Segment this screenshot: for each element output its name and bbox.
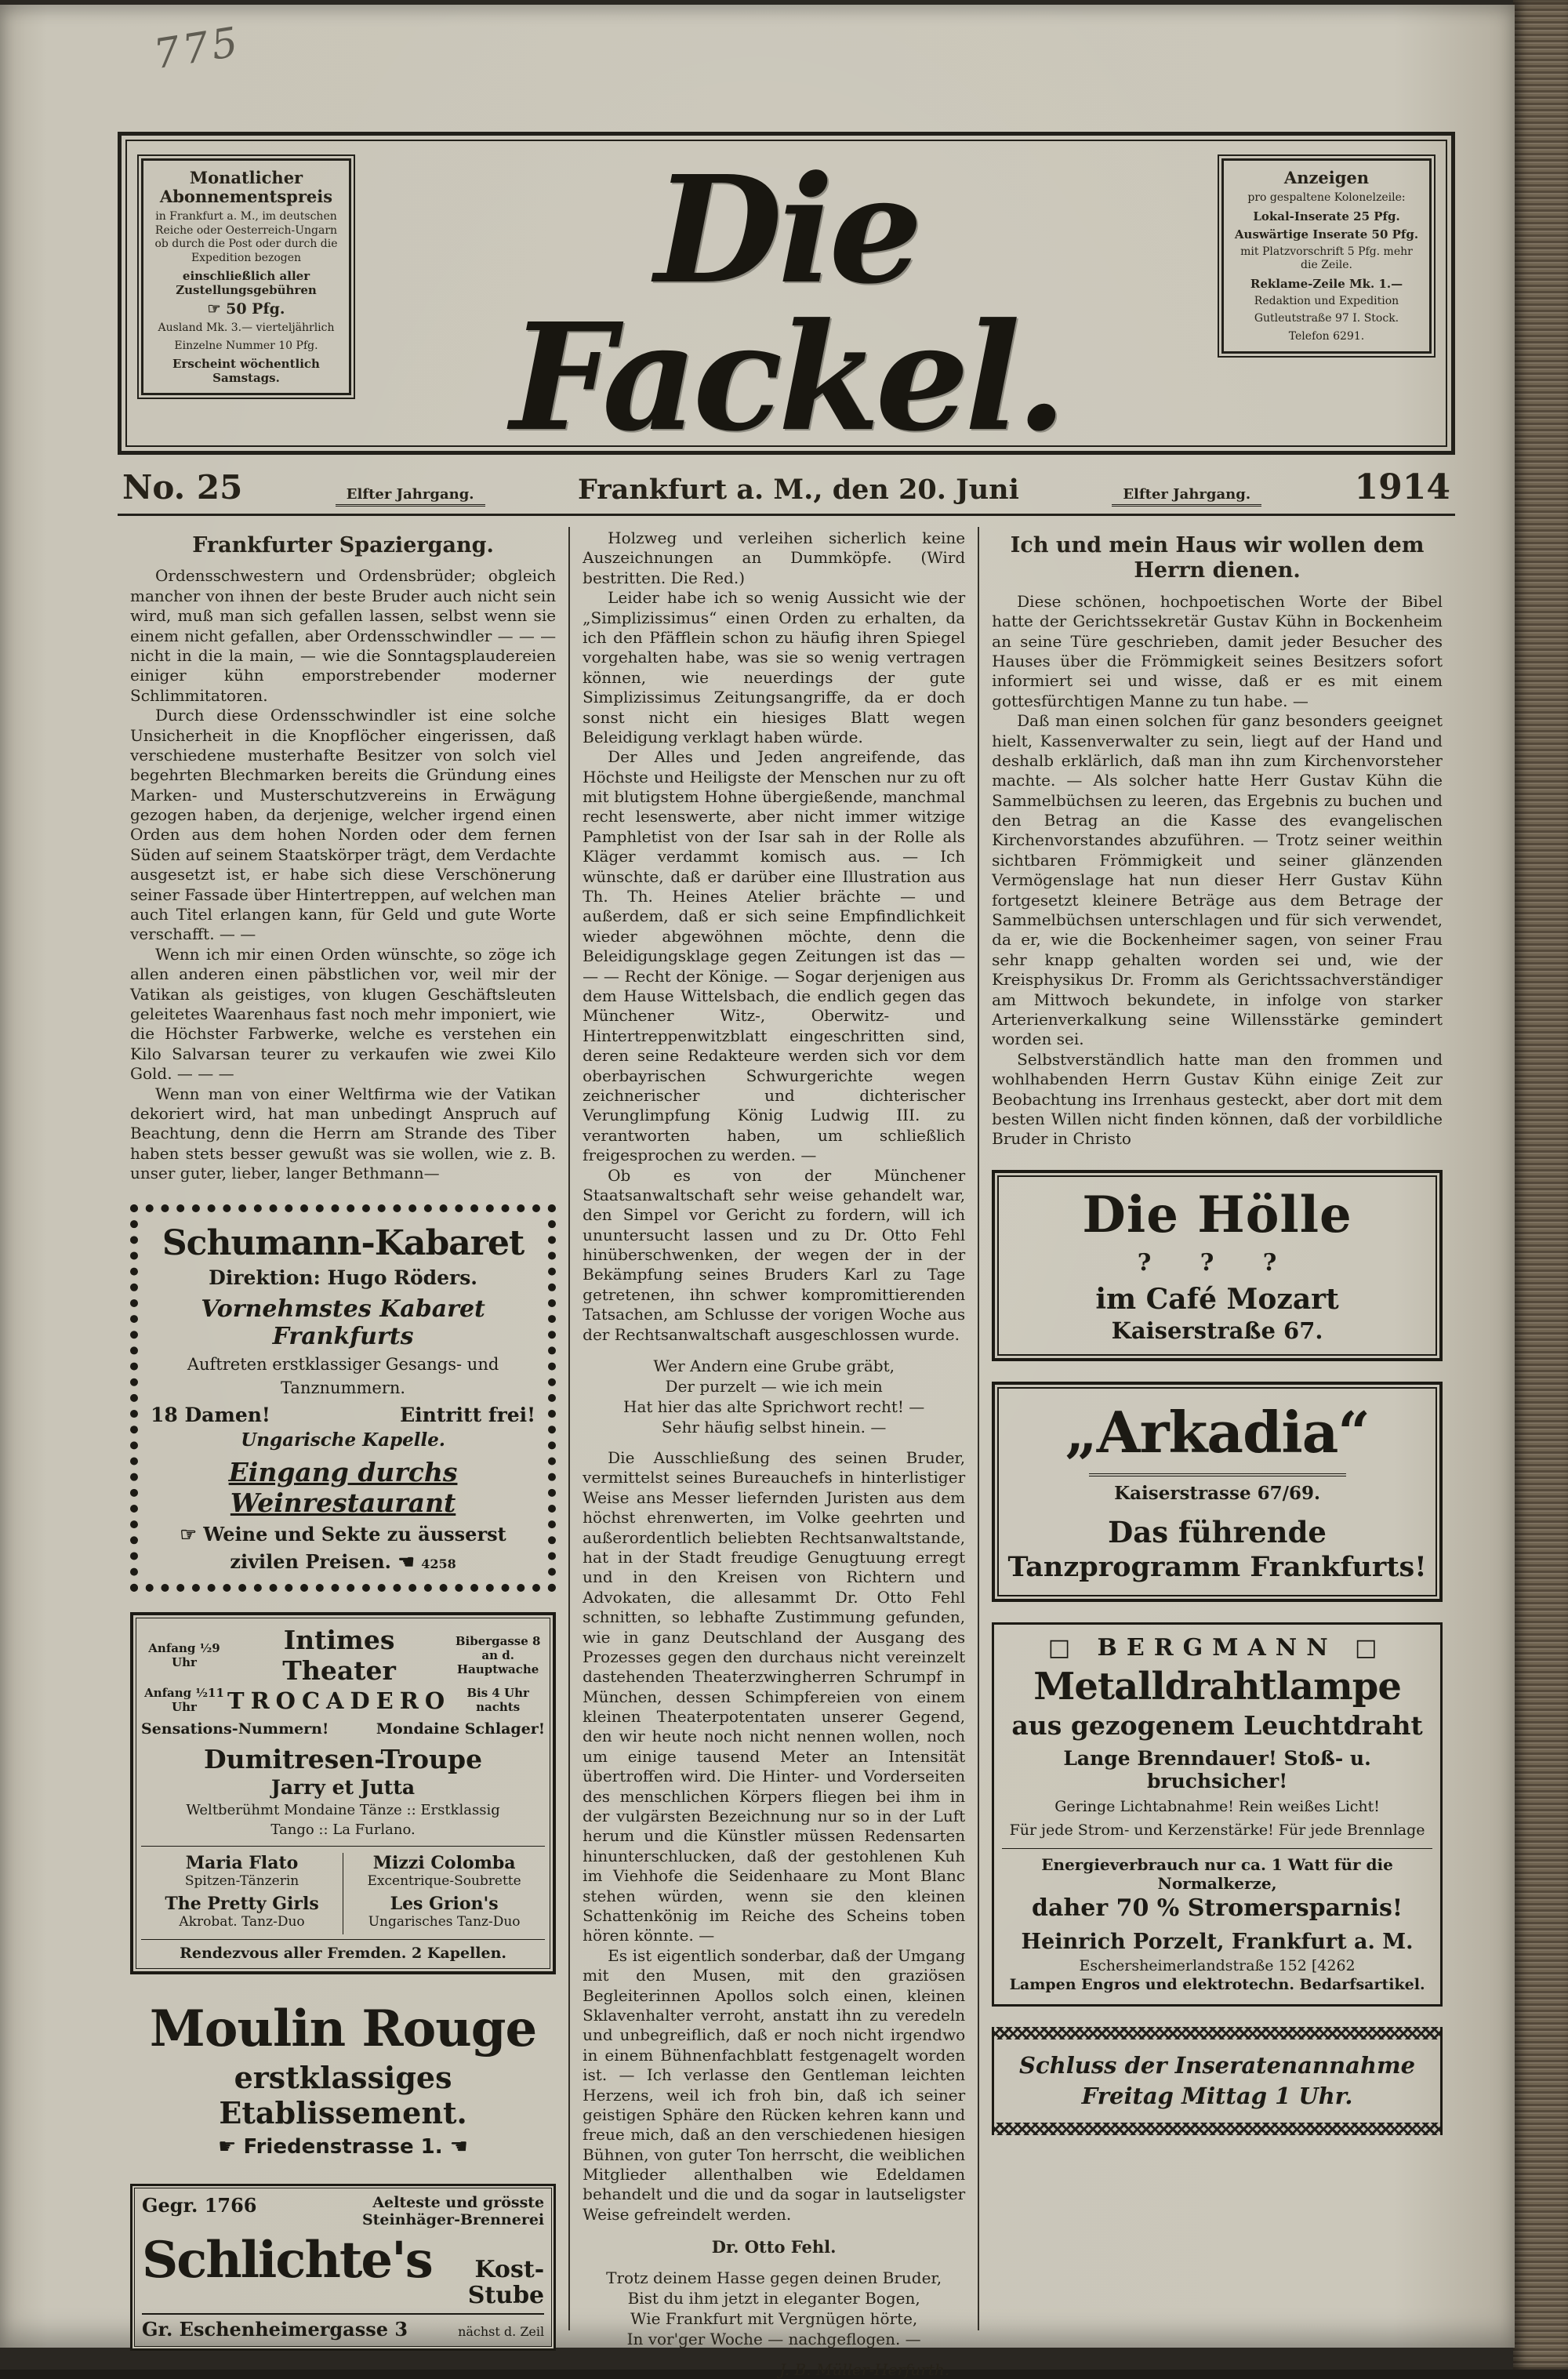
article-paragraph: Daß man einen solchen für ganz besonders geeignet hielt, Kassenverwalter zu sein, liegt auf der Hand und deshalb erklärlich, daß man ihn zum Kirchenvorsteher machte. — Als solcher hatte Herr Gustav Kühn die Sammelbüchsen zu leeren, das Ergebnis zu buchen und den Betrag an die Kasse des evangelischen Kirchenvorstandes abzuführen. — Trotz seiner weithin sichtbaren Frömmigkeit und seiner glänzenden Vermögenslage hat nun dieser Herr Gustav Kühn fortgesetzt kleinere Beträge aus dem Betrage der Sammelbüchsen unterschlagen und für sich verwendet, da er, wie die Bockenheimer sagen, von seiner Frau sehr knapp gehalten worden sei und, wie der Kreisphysikus Dr. Fromm als Gerichtssachverständiger am Mittwoch bekundete, in infolge von starker Arterienverkalkung seine Willensstärke gemindert worden sei. [992,711,1443,1049]
ad-schlichte-note: nächst d. Zeil [458,2324,545,2340]
ad-schluss-line2: Freitag Mittag 1 Uhr. [1081,2083,1353,2110]
ad-trocadero-name1: Intimes Theater [282,1624,396,1686]
zigzag-border-top [994,2027,1440,2039]
poem-line: In vor'ger Woche — nachgeflogen. — [626,2330,921,2349]
ad-schluss-body [994,2039,1440,2123]
ad-schumann-row [146,1404,540,1426]
poem-line: Wer Andern eine Grube gräbt, [653,1357,895,1376]
subscription-line-2: Einzelne Nummer 10 Pfg. [174,339,318,352]
ads-line-3: mit Platzvorschrift 5 Pfg. mehr die Zeile. [1240,245,1413,272]
newspaper-title: Die Fackel. [510,143,1063,464]
ad-schumann-number: 4258 [421,1556,456,1571]
ad-schumann-line1: Auftreten erstklassiger Gesangs- und [187,1354,499,1374]
ad-schumann-line2: Tanznummern. [281,1378,406,1397]
book-page-edges [1513,0,1568,2370]
ad-trocadero-line2: Tango :: La Furlano. [270,1821,416,1838]
closing-poem [583,2268,965,2349]
ad-moulin-rouge [130,1995,556,2163]
publication-year: 1914 [1354,467,1450,507]
ad-schlichte-kost1: Kost- [474,2256,545,2284]
ad-bergmann-lampe [992,1622,1443,2007]
ad-trocadero-bottom: Rendezvous aller Fremden. 2 Kapellen. [141,1939,545,1962]
article-paragraph: Selbstverständlich hatte man den frommen und wohlhabenden Herrn Gustav Kühn einige Zeit zur Beobachtung ins Irrenhaus gesteckt, aber dort mit dem besten Willen nicht finden können, daß der vorbildliche Bruder in Christo [992,1049,1443,1149]
artist-name: Les Grion's [390,1893,499,1914]
article-2-closing [583,2237,965,2379]
ad-schumann-weine-1: ☞ Weine und Sekte zu äusserst [180,1522,506,1545]
ad-schumann-kapelle: Ungarische Kapelle. [241,1429,445,1451]
publication-date: Frankfurt a. M., den 20. Juni [578,474,1019,506]
ads-line-6: Gutleutstraße 97 I. Stock. [1254,312,1399,325]
article-paragraph: Ob es von der Münchener Staatsanwaltschaft sehr weise gehandelt war, den Simpel vor Gericht zu fordern, will ich ununtersucht lassen und zu Dr. Otto Fehl hinüberschwenken, der wegen der in der Bekämpfung seines Bruders Karl zu Tage getretenen, ihn schwer kompromittierenden Tatsachen, am Schlusse der vorigen Woche aus der Rechtsanwaltschaft ausgeschlossen wurde. [583,1165,966,1344]
ad-hoelle-questionmarks: ? ? ? [1137,1248,1298,1277]
ad-schlichte-bottom [142,2313,544,2341]
poem-line: Trotz deinem Hasse gegen deinen Bruder, [606,2268,942,2288]
ad-schumann-kabaret [130,1204,556,1592]
article-paragraph: Die Ausschließung des seinen Bruder, vermittelst seines Bureauchefs in hinterlistiger Weise ans Messer liefernden Juristen aus dem höchst ehrenwerten, im Volke geehrten und außerordentlich beliebten Rechtsanwaltstande, hat in der Stadt freudige Genugtuung erregt und in den Kreisen von Richtern und Advokaten, die allesammt Dr. Otto Fehl schnitten, so lebhafte Zustimmung gefunden, wie in ganz Deutschland der Ausgang des Prozesses gegen den durchaus nicht vereinzelt dastehenden Theaterzwingherren Schrumpf in München, dessen Schimpfereien von einem kleinen Theaterpotentaten unserer Gegend, den wir heute noch nicht nennen wollen, noch um einige tausend Meter an Intensität übertroffen wird. Die Hinter- und Vorderseiten des menschlichen Körpers fliegen bei ihm in der vulgärsten Bezeichnung nur so in der Luft herum und die Künstler müssen Redensarten hinunterschlucken, daß der gestohlenen Kuh im Viehhofe die Seidenhaare zu Mont Blanc stehen würden, wenn sie den kleinen Schattenkönig im Reiche des Scheins toben hören könnte. — [583,1448,966,1945]
ad-schlichte-main [142,2231,544,2308]
ad-bergmann-brand: □ BERGMANN □ [1047,1633,1387,1662]
ads-line-2: Auswärtige Inserate 50 Pfg. [1234,227,1419,242]
ads-line-5: Redaktion und Expedition [1254,294,1399,307]
article-2-body-b [583,1448,965,2225]
ad-schlichte-street: Gr. Eschenheimergasse 3 [142,2318,408,2341]
poem-line: Bist du ihm jetzt in eleganter Bogen, [627,2289,920,2308]
ad-schlichte-right [362,2194,544,2230]
subscription-bold-line: einschließlich aller Zustellungsgebühren [176,269,317,298]
poem-line: Sehr häufig selbst hinein. — [661,1418,887,1437]
ad-hoelle-title: Die Hölle [1082,1185,1352,1244]
ad-hoelle-line: im Café Mozart [1095,1282,1339,1316]
artist-name: The Pretty Girls [165,1893,319,1914]
ad-schumann-weine-2-text: zivilen Preisen. ☚ [230,1549,415,1573]
ad-bergmann-address: Eschersheimerlandstraße 152 [4262 [1079,1957,1356,1975]
ad-bergmann-small2: Für jede Strom- und Kerzenstärke! Für jede Brennlage [1009,1821,1425,1840]
article-2-poem [583,1356,965,1437]
ad-arkadia-line2: Tanzprogramm Frankfurts! [1007,1550,1427,1583]
volume-left: Elfter Jahrgang. [336,486,485,507]
column-1 [118,527,568,2341]
ad-moulin-sub: erstklassiges Etablissement. [219,2059,467,2130]
ad-schumann-title: Schumann-Kabaret [162,1222,524,1263]
article-1-title: Frankfurter Spaziergang. [192,533,494,558]
newspaper-sheet [0,5,1515,2379]
ads-line-1: Lokal-Inserate 25 Pfg. [1253,209,1400,223]
ad-trocadero [130,1612,556,1974]
closing-title: Dr. Otto Fehl. [711,2237,837,2257]
masthead-frame [125,140,1447,464]
article-paragraph: Leider habe ich so wenig Aussicht wie der „Simplizissimus“ einen Orden zu erhalten, da ich den Pfäfflein schon zu häufig ihren Spiegel vorgehalten habe, was sie so wenig vertragen können, wie neuerdings der gute Simplizissimus Zeitungsangriffe, da er doch sonst nicht ein hiesiges Blatt wegen Beleidigung verklagt haben würde. [583,588,966,746]
ads-line-7: Telefon 6291. [1288,329,1365,343]
author-signature: J. B. Müller-Herfurth. [779,2360,950,2379]
ad-bergmann-small1: Geringe Lichtabnahme! Rein weißes Licht! [1054,1797,1380,1815]
ad-arkadia-title: „Arkadia“ [1065,1398,1370,1466]
ad-trocadero-right2: Bis 4 Uhr nachts [466,1685,529,1714]
ad-schlichte-kost2: Stube [467,2282,545,2310]
issue-number: No. 25 [122,468,243,507]
ad-bergmann-line1: Lange Brenndauer! Stoß- u. bruchsicher! [1063,1746,1371,1792]
ad-hoelle-address: Kaiserstraße 67. [1111,1317,1323,1344]
ad-schlichte-top [142,2194,544,2230]
ad-trocadero-schlager: Mondaine Schlager! [376,1720,546,1738]
ad-trocadero-row [141,1720,545,1738]
ad-trocadero-line1: Weltberühmt Mondaine Tänze :: Erstklassig [186,1801,500,1818]
ad-trocadero-sensations: Sensations-Nummern! [141,1720,329,1738]
article-2-body-a [583,528,965,1345]
ad-schumann-direktion: Direktion: Hugo Röders. [209,1266,477,1289]
subscription-info-box [141,158,351,395]
ads-line-4: Reklame-Zeile Mk. 1.— [1250,276,1403,291]
ad-arkadia-rule [1089,1473,1346,1476]
ad-schlichte-right1: Aelteste und grösste [372,2193,545,2211]
ad-trocadero-duo: Jarry et Jutta [271,1775,416,1799]
ad-moulin-title: Moulin Rouge [149,1999,537,2058]
subscription-body: in Frankfurt a. M., im deutschen Reiche oder Oesterreich-Ungarn ob durch die Post oder durch die Expedition bezogen [154,210,338,264]
article-paragraph: Ordensschwestern und Ordensbrüder; obgleich mancher von ihnen der beste Bruder auch nicht sein wird, muß man sich gefallen lassen, selbst wenn sie einem nicht gefallen, aber Ordensschwindler — — — nicht in die la main, — wie die Sonntagsplaudereien einiger kühn emporstrebender moderner Schlimmitatoren. [130,566,557,705]
article-paragraph: Durch diese Ordensschwindler ist eine solche Unsicherheit in die Knopflöcher eingerissen, daß verschiedene musterhafte Besitzer von solch viel begehrten Blechmarken bereits die Gründung eines Marken- und Musterschutzvereins in Erwägung gezogen haben, da derjenige, welcher irgend einen Orden aus dem hohen Norden oder dem fernen Süden auf seinem Staatskörper trägt, dem Verdachte ausgesetzt ist, er habe sich diese Verschönerung seiner Fassade über Hintertreppen, auf welchen man auch Titel erlangen kann, für Geld und gute Worte verschafft. — — [130,706,557,944]
ad-moulin-address: ☛ Friedenstrasse 1. ☚ [218,2134,468,2159]
ad-bergmann-dealer: Heinrich Porzelt, Frankfurt a. M. [1021,1930,1414,1955]
handwritten-page-number: 775 [150,18,245,79]
article-paragraph: Es ist eigentlich sonderbar, daß der Umgang mit den Musen, mit den graziösen Begleiterinnen Apollos solch einen, kleinen Sklavenhalter verroht, anstatt ihn zu veredeln und unbegreiflich, daß er noch nicht irgendwo in einem Bühnenfachblatt festgenagelt worden ist. — Ich verlasse den Gentleman leichten Herzens, weil ich froh bin, daß ich seiner geistigen Sphäre den Rücken kehren kann und freue mich, daß an den verschiedenen hiesigen Bühnen, von guter Ton herrscht, die weiblichen Mitglieder allenthalben wie Edeldamen behandelt und die und da sogar in lautseligster Weise gefreindelt werden. [583,1945,966,2224]
poem-line: Der purzelt — wie ich mein [665,1377,883,1397]
ad-schumann-damen: 18 Damen! [151,1403,270,1426]
ad-trocadero-artist-columns [141,1846,545,1934]
volume-right: Elfter Jahrgang. [1112,486,1261,507]
ad-bergmann-ersparnis: daher 70 % Stromersparnis! [1032,1894,1403,1923]
article-paragraph: Der Alles und Jeden angreifende, das Höchste und Heiligste der Menschen nur zu oft mit blutigstem Hohne übergießende, manchmal recht lesenswerte, aber nicht immer witzige Pamphletist von der Isar sah in der Rolle als Kläger verdammt komisch aus. — Ich wünschte, daß er darüber eine Illustration aus Th. Th. Heines Atelier brächte — und außerdem, daß er sich seine Empfindlichkeit wieder abgewöhnen möchte, denn die Beleidigungsklage gegen Zeitungen ist das — — — Recht der Könige. — Sogar derjenigen aus dem Hause Wittelsbach, die endlich gegen das Münchener Witz-, Oberwitz- und Hintertreppenwitzblatt eingeschritten sind, deren seine Redakteure werden sich vor dem oberbayrischen Schwurgerichte wegen zeichnerischer und dichterischer Verunglimpfung König Ludwig III. zu verantworten haben, um schließlich freigesprochen zu werden. — [583,747,966,1165]
ad-trocadero-left1: Anfang ½9 Uhr [148,1640,220,1669]
zigzag-border-bottom [994,2123,1440,2135]
poem-line: Wie Frankfurt mit Vergnügen hörte, [630,2309,918,2329]
artist-name: Maria Flato [185,1852,299,1873]
ad-arkadia-address: Kaiserstrasse 67/69. [1114,1482,1321,1504]
ad-schumann-weine-2 [146,1550,540,1573]
ad-schlichte-kost [468,2257,544,2308]
ad-bergmann-title: Metalldrahtlampe [1033,1664,1401,1709]
ad-trocadero-col-left [141,1853,343,1934]
subscription-title-2: Abonnementspreis [159,187,333,207]
article-1-body [130,566,556,1183]
ad-bergmann-sub: aus gezogenem Leuchtdraht [1011,1709,1423,1741]
ad-bergmann-bottom: Lampen Engros und elektrotechn. Bedarfsartikel. [1009,1976,1425,1994]
ads-sub: pro gespaltene Kolonelzeile: [1247,191,1406,205]
article-paragraph: Diese schönen, hochpoetischen Worte der Bibel hatte der Gerichtssekretär Gustav Kühn in Bockenheim an seine Türe geschrieben, damit jeder Besucher des Hauses über die Frömmigkeit seines Besitzers sofort informiert sei und wisse, daß er es mit einem gottesfürchtigen Manne zu tun habe. — [992,591,1443,710]
artist-name: Mizzi Colomba [372,1852,516,1873]
artist-desc: Akrobat. Tanz-Duo [179,1913,305,1930]
advertising-info-box [1221,158,1432,354]
ad-trocadero-col-right [343,1853,545,1934]
poem-line: Hat hier das alte Sprichwort recht! — [623,1397,925,1417]
ad-inseraten-schluss [992,2027,1443,2135]
subscription-line-1: Ausland Mk. 3.— vierteljährlich [158,321,335,335]
article-paragraph: Wenn man von einer Weltfirma wie der Vatikan dekoriert wird, hat man unbedingt Anspruch auf Beachtung, denn die Herrn am Strande des Tiber haben stets besser gewußt was sie wollen, wie z. B. unser guter, lieber, langer Bethmann— [130,1084,557,1183]
ad-trocadero-right1: Bibergasse 8 an d. Hauptwache [455,1633,541,1676]
ad-trocadero-header [141,1625,545,1714]
artist-desc: Excentrique-Soubrette [367,1872,521,1889]
ad-schlichte [130,2184,556,2352]
ad-schumann-vornehm: Vornehmstes Kabaret Frankfurts [201,1295,485,1350]
subscription-line-3: Erscheint wöchentlich Samstags. [172,357,320,386]
ad-schumann-eintritt: Eintritt frei! [400,1403,536,1426]
artist-desc: Ungarisches Tanz-Duo [368,1913,521,1930]
column-3 [978,527,1455,2330]
ad-schlichte-right2: Steinhäger-Brennerei [361,2211,545,2229]
ads-title: Anzeigen [1283,168,1370,187]
article-3-body [992,592,1443,1150]
ad-die-hoelle [992,1170,1443,1361]
article-paragraph: Holzweg und verleihen sicherlich keine Auszeichnungen an Dummköpfe. (Wird bestritten. Die Red.) [583,528,966,587]
artist-desc: Spitzen-Tänzerin [184,1872,299,1889]
article-columns [118,527,1455,2379]
column-2 [568,527,978,2379]
ad-schluss-line1: Schluss der Inseratenannahme [1019,2052,1416,2079]
ad-arkadia [992,1382,1443,1602]
ad-schlichte-name: Schlichte's [142,2231,432,2290]
ad-arkadia-line1: Das führende [1108,1514,1327,1549]
subscription-title-1: Monatlicher [189,168,303,187]
ad-trocadero-name2: TROCADERO [227,1687,452,1714]
ad-trocadero-left2: Anfang ½11 Uhr [144,1685,224,1714]
ad-schumann-eingang: Eingang durchs Weinrestaurant [228,1456,458,1518]
masthead [118,132,1455,464]
ad-trocadero-troupe: Dumitresen-Troupe [204,1743,483,1774]
dateline [118,459,1455,516]
ad-schlichte-gegr: Gegr. 1766 [142,2193,257,2217]
ad-bergmann-energie: Energieverbrauch nur ca. 1 Watt für die Normalkerze, [1002,1848,1432,1893]
article-paragraph: Wenn ich mir einen Orden wünschte, so zöge ich allen anderen einen päbstlichen vor, weil mir der Vatikan als geistiges, von klugen Geschäftsleuten geleitetes Waarenhaus fast noch mehr imponiert, wie die Höchster Farbwerke, welche es verstehen ein Kilo Salvarsan teurer zu verkaufen wie zwei Kilo Gold. — — — [130,944,557,1084]
article-3-title: Ich und mein Haus wir wollen dem Herrn dienen. [1010,533,1425,583]
subscription-price: ☞ 50 Pfg. [207,300,285,318]
